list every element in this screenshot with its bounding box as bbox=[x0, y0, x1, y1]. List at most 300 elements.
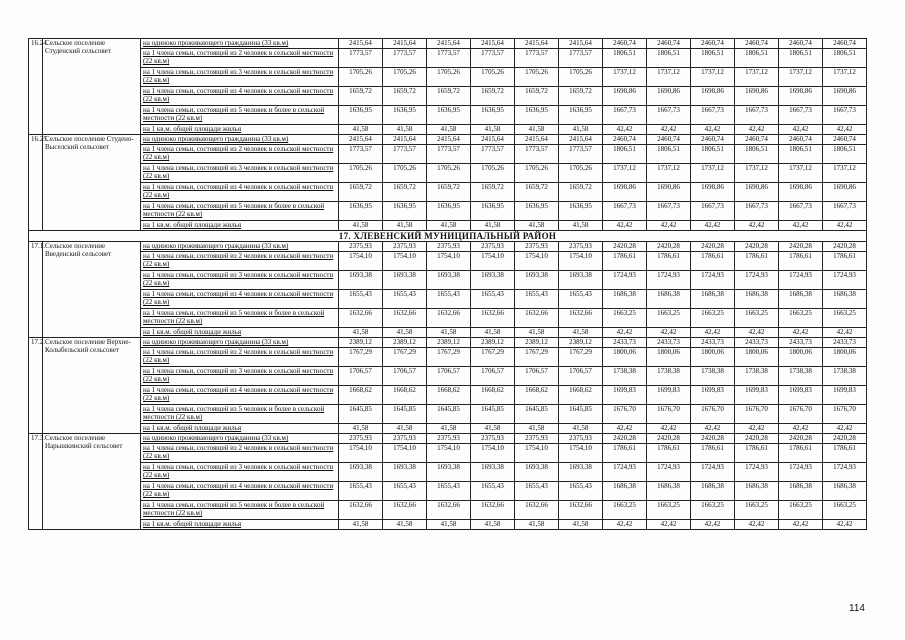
row-description: на 1 члена семьи, состоящей из 2 человек в сельской местности (22 кв.м) bbox=[141, 348, 339, 367]
table-row bbox=[29, 39, 867, 49]
value-cell: 1663,25 bbox=[735, 309, 779, 328]
value-cell: 1667,73 bbox=[603, 202, 647, 221]
value-cell: 1754,10 bbox=[559, 252, 603, 271]
value-cell: 1773,57 bbox=[339, 49, 383, 68]
value-cell: 1786,61 bbox=[603, 444, 647, 463]
value-cell: 2420,28 bbox=[603, 242, 647, 252]
settlement-name: Сельское поселение Студено-Выселский сельсовет bbox=[43, 135, 141, 231]
value-cell: 1686,38 bbox=[823, 482, 867, 501]
value-cell: 1737,12 bbox=[735, 68, 779, 87]
value-cell: 1754,10 bbox=[471, 252, 515, 271]
value-cell: 1738,38 bbox=[823, 367, 867, 386]
value-cell: 1754,10 bbox=[559, 444, 603, 463]
value-cell: 1754,10 bbox=[427, 444, 471, 463]
table-row bbox=[29, 520, 867, 530]
value-cell: 1800,06 bbox=[779, 348, 823, 367]
value-cell: 1668,62 bbox=[339, 386, 383, 405]
value-cell: 1667,73 bbox=[647, 106, 691, 125]
value-cell: 42,42 bbox=[735, 125, 779, 135]
value-cell: 1690,86 bbox=[735, 183, 779, 202]
value-cell: 1699,83 bbox=[691, 386, 735, 405]
value-cell: 42,42 bbox=[779, 221, 823, 231]
value-cell: 1636,95 bbox=[339, 202, 383, 221]
row-description: на 1 члена семьи, состоящей из 2 человек в сельской местности (22 кв.м) bbox=[141, 444, 339, 463]
value-cell: 1676,70 bbox=[779, 405, 823, 424]
value-cell: 1667,73 bbox=[691, 202, 735, 221]
value-cell: 1632,66 bbox=[339, 309, 383, 328]
value-cell: 41,58 bbox=[427, 520, 471, 530]
value-cell: 41,58 bbox=[559, 424, 603, 434]
value-cell: 1686,38 bbox=[735, 482, 779, 501]
table-row bbox=[29, 482, 867, 501]
value-cell: 1705,26 bbox=[559, 164, 603, 183]
table-row bbox=[29, 164, 867, 183]
value-cell: 1690,86 bbox=[823, 87, 867, 106]
value-cell: 1767,29 bbox=[471, 348, 515, 367]
value-cell: 1636,95 bbox=[427, 202, 471, 221]
value-cell: 41,58 bbox=[559, 328, 603, 338]
value-cell: 1663,25 bbox=[779, 309, 823, 328]
value-cell: 1676,70 bbox=[647, 405, 691, 424]
value-cell: 1767,29 bbox=[559, 348, 603, 367]
value-cell: 1645,85 bbox=[515, 405, 559, 424]
value-cell: 2415,64 bbox=[515, 135, 559, 145]
value-cell: 1800,06 bbox=[603, 348, 647, 367]
value-cell: 42,42 bbox=[603, 125, 647, 135]
value-cell: 41,58 bbox=[515, 424, 559, 434]
row-description: на одиноко проживающего гражданина (33 кв.м) bbox=[141, 434, 339, 444]
value-cell: 1705,26 bbox=[339, 68, 383, 87]
value-cell: 1767,29 bbox=[515, 348, 559, 367]
value-cell: 1632,66 bbox=[471, 501, 515, 520]
value-cell: 1773,57 bbox=[427, 49, 471, 68]
value-cell: 1738,38 bbox=[691, 367, 735, 386]
value-cell: 1636,95 bbox=[515, 202, 559, 221]
value-cell: 41,58 bbox=[339, 424, 383, 434]
value-cell: 1806,51 bbox=[779, 145, 823, 164]
value-cell: 1773,57 bbox=[383, 145, 427, 164]
value-cell: 1686,38 bbox=[779, 290, 823, 309]
value-cell: 1806,51 bbox=[735, 145, 779, 164]
value-cell: 1773,57 bbox=[339, 145, 383, 164]
value-cell: 42,42 bbox=[691, 125, 735, 135]
row-description: на 1 члена семьи, состоящей из 5 человек и более в сельской местности (22 кв.м) bbox=[141, 106, 339, 125]
value-cell: 1693,38 bbox=[339, 463, 383, 482]
value-cell: 1659,72 bbox=[559, 183, 603, 202]
value-cell: 1806,51 bbox=[823, 49, 867, 68]
value-cell: 1738,38 bbox=[647, 367, 691, 386]
value-cell: 2415,64 bbox=[471, 39, 515, 49]
value-cell: 1754,10 bbox=[515, 444, 559, 463]
value-cell: 1690,86 bbox=[779, 183, 823, 202]
value-cell: 1786,61 bbox=[691, 252, 735, 271]
value-cell: 1659,72 bbox=[383, 87, 427, 106]
value-cell: 1655,43 bbox=[383, 482, 427, 501]
value-cell: 42,42 bbox=[735, 221, 779, 231]
row-description: на 1 члена семьи, состоящей из 2 человек в сельской местности (22 кв.м) bbox=[141, 145, 339, 164]
value-cell: 1705,26 bbox=[427, 68, 471, 87]
value-cell: 1806,51 bbox=[647, 49, 691, 68]
value-cell: 1686,38 bbox=[691, 482, 735, 501]
row-description: на 1 члена семьи, состоящей из 5 человек и более в сельской местности (22 кв.м) bbox=[141, 405, 339, 424]
value-cell: 1806,51 bbox=[823, 145, 867, 164]
value-cell: 1806,51 bbox=[691, 145, 735, 164]
value-cell: 2375,93 bbox=[471, 242, 515, 252]
value-cell: 1655,43 bbox=[471, 290, 515, 309]
row-description: на 1 члена семьи, состоящей из 4 человек в сельской местности (22 кв.м) bbox=[141, 386, 339, 405]
value-cell: 1690,86 bbox=[647, 87, 691, 106]
value-cell: 42,42 bbox=[691, 221, 735, 231]
value-cell: 1786,61 bbox=[779, 444, 823, 463]
value-cell: 1663,25 bbox=[647, 309, 691, 328]
value-cell: 1690,86 bbox=[691, 87, 735, 106]
value-cell: 1693,38 bbox=[427, 463, 471, 482]
row-description: на 1 кв.м. общей площади жилья bbox=[141, 125, 339, 135]
table-row bbox=[29, 145, 867, 164]
value-cell: 1754,10 bbox=[515, 252, 559, 271]
row-description: на 1 члена семьи, состоящей из 3 человек в сельской местности (22 кв.м) bbox=[141, 463, 339, 482]
value-cell: 41,58 bbox=[339, 520, 383, 530]
value-cell: 2375,93 bbox=[339, 242, 383, 252]
value-cell: 42,42 bbox=[647, 424, 691, 434]
value-cell: 1724,93 bbox=[779, 463, 823, 482]
value-cell: 1668,62 bbox=[427, 386, 471, 405]
value-cell: 1667,73 bbox=[603, 106, 647, 125]
value-cell: 2420,28 bbox=[735, 434, 779, 444]
value-cell: 1686,38 bbox=[691, 290, 735, 309]
value-cell: 1754,10 bbox=[471, 444, 515, 463]
value-cell: 1773,57 bbox=[383, 49, 427, 68]
value-cell: 1676,70 bbox=[823, 405, 867, 424]
value-cell: 2415,64 bbox=[559, 39, 603, 49]
settlement-name: Сельское поселение Введенский сельсовет bbox=[43, 242, 141, 338]
value-cell: 1663,25 bbox=[691, 501, 735, 520]
value-cell: 1632,66 bbox=[559, 501, 603, 520]
value-cell: 2420,28 bbox=[647, 434, 691, 444]
value-cell: 1767,29 bbox=[427, 348, 471, 367]
value-cell: 41,58 bbox=[471, 424, 515, 434]
value-cell: 1705,26 bbox=[427, 164, 471, 183]
value-cell: 1773,57 bbox=[471, 49, 515, 68]
row-description: на 1 члена семьи, состоящей из 2 человек в сельской местности (22 кв.м) bbox=[141, 49, 339, 68]
value-cell: 2460,74 bbox=[779, 39, 823, 49]
value-cell: 1636,95 bbox=[471, 202, 515, 221]
value-cell: 1705,26 bbox=[515, 68, 559, 87]
table-body bbox=[29, 39, 867, 530]
value-cell: 1705,26 bbox=[383, 164, 427, 183]
value-cell: 2420,28 bbox=[691, 242, 735, 252]
value-cell: 1706,57 bbox=[559, 367, 603, 386]
value-cell: 1737,12 bbox=[603, 164, 647, 183]
value-cell: 41,58 bbox=[427, 125, 471, 135]
value-cell: 42,42 bbox=[779, 424, 823, 434]
value-cell: 1659,72 bbox=[427, 87, 471, 106]
value-cell: 1659,72 bbox=[427, 183, 471, 202]
value-cell: 1699,83 bbox=[779, 386, 823, 405]
value-cell: 1632,66 bbox=[427, 501, 471, 520]
value-cell: 1690,86 bbox=[779, 87, 823, 106]
value-cell: 1663,25 bbox=[735, 501, 779, 520]
value-cell: 41,58 bbox=[559, 520, 603, 530]
value-cell: 42,42 bbox=[647, 328, 691, 338]
value-cell: 1636,95 bbox=[383, 202, 427, 221]
value-cell: 1705,26 bbox=[515, 164, 559, 183]
value-cell: 2415,64 bbox=[515, 39, 559, 49]
value-cell: 1738,38 bbox=[779, 367, 823, 386]
table-row bbox=[29, 463, 867, 482]
value-cell: 1636,95 bbox=[427, 106, 471, 125]
value-cell: 1800,06 bbox=[735, 348, 779, 367]
row-description: на 1 кв.м. общей площади жилья bbox=[141, 424, 339, 434]
value-cell: 1663,25 bbox=[823, 309, 867, 328]
value-cell: 42,42 bbox=[823, 520, 867, 530]
value-cell: 1724,93 bbox=[691, 271, 735, 290]
value-cell: 1690,86 bbox=[603, 183, 647, 202]
value-cell: 1699,83 bbox=[735, 386, 779, 405]
value-cell: 1724,93 bbox=[735, 463, 779, 482]
value-cell: 41,58 bbox=[471, 125, 515, 135]
value-cell: 1636,95 bbox=[559, 202, 603, 221]
value-cell: 1737,12 bbox=[779, 164, 823, 183]
value-cell: 41,58 bbox=[559, 221, 603, 231]
value-cell: 1693,38 bbox=[383, 271, 427, 290]
value-cell: 2420,28 bbox=[691, 434, 735, 444]
value-cell: 1686,38 bbox=[647, 482, 691, 501]
value-cell: 1667,73 bbox=[779, 202, 823, 221]
value-cell: 1632,66 bbox=[515, 501, 559, 520]
value-cell: 1737,12 bbox=[691, 68, 735, 87]
value-cell: 1806,51 bbox=[603, 49, 647, 68]
value-cell: 1655,43 bbox=[427, 482, 471, 501]
value-cell: 41,58 bbox=[339, 221, 383, 231]
value-cell: 1655,43 bbox=[515, 482, 559, 501]
value-cell: 1737,12 bbox=[823, 68, 867, 87]
value-cell: 2389,12 bbox=[559, 338, 603, 348]
value-cell: 1706,57 bbox=[515, 367, 559, 386]
settlement-name: Сельское поселение Нарышкинский сельсовет bbox=[43, 434, 141, 530]
value-cell: 1773,57 bbox=[515, 49, 559, 68]
value-cell: 2415,64 bbox=[559, 135, 603, 145]
value-cell: 1706,57 bbox=[471, 367, 515, 386]
value-cell: 1632,66 bbox=[383, 309, 427, 328]
value-cell: 2415,64 bbox=[339, 135, 383, 145]
value-cell: 1786,61 bbox=[779, 252, 823, 271]
value-cell: 1724,93 bbox=[603, 463, 647, 482]
value-cell: 1686,38 bbox=[779, 482, 823, 501]
value-cell: 1800,06 bbox=[691, 348, 735, 367]
value-cell: 42,42 bbox=[779, 520, 823, 530]
row-description: на 1 кв.м. общей площади жилья bbox=[141, 328, 339, 338]
value-cell: 41,58 bbox=[339, 328, 383, 338]
row-description: на 1 кв.м. общей площади жилья bbox=[141, 520, 339, 530]
value-cell: 1737,12 bbox=[647, 164, 691, 183]
row-description: на 1 члена семьи, состоящей из 3 человек в сельской местности (22 кв.м) bbox=[141, 164, 339, 183]
page-number: 114 bbox=[849, 603, 865, 614]
value-cell: 41,58 bbox=[383, 520, 427, 530]
value-cell: 2460,74 bbox=[603, 135, 647, 145]
table-row bbox=[29, 68, 867, 87]
value-cell: 2420,28 bbox=[823, 242, 867, 252]
row-description: на 1 члена семьи, состоящей из 3 человек в сельской местности (22 кв.м) bbox=[141, 367, 339, 386]
value-cell: 1773,57 bbox=[515, 145, 559, 164]
value-cell: 1705,26 bbox=[471, 68, 515, 87]
value-cell: 41,58 bbox=[427, 424, 471, 434]
value-cell: 1636,95 bbox=[339, 106, 383, 125]
value-cell: 1724,93 bbox=[779, 271, 823, 290]
value-cell: 1754,10 bbox=[383, 252, 427, 271]
value-cell: 1667,73 bbox=[823, 106, 867, 125]
value-cell: 1767,29 bbox=[383, 348, 427, 367]
value-cell: 1690,86 bbox=[691, 183, 735, 202]
value-cell: 1767,29 bbox=[339, 348, 383, 367]
table-row bbox=[29, 290, 867, 309]
value-cell: 1737,12 bbox=[779, 68, 823, 87]
value-cell: 2433,73 bbox=[735, 338, 779, 348]
value-cell: 41,58 bbox=[471, 520, 515, 530]
value-cell: 1724,93 bbox=[823, 463, 867, 482]
value-cell: 1663,25 bbox=[691, 309, 735, 328]
value-cell: 42,42 bbox=[735, 520, 779, 530]
value-cell: 1754,10 bbox=[339, 444, 383, 463]
value-cell: 42,42 bbox=[779, 328, 823, 338]
value-cell: 1693,38 bbox=[471, 463, 515, 482]
value-cell: 42,42 bbox=[823, 125, 867, 135]
value-cell: 1663,25 bbox=[823, 501, 867, 520]
value-cell: 1686,38 bbox=[647, 290, 691, 309]
value-cell: 1676,70 bbox=[603, 405, 647, 424]
value-cell: 41,58 bbox=[383, 424, 427, 434]
value-cell: 42,42 bbox=[735, 424, 779, 434]
value-cell: 1663,25 bbox=[603, 309, 647, 328]
value-cell: 1663,25 bbox=[779, 501, 823, 520]
value-cell: 41,58 bbox=[427, 328, 471, 338]
value-cell: 2415,64 bbox=[383, 135, 427, 145]
value-cell: 2415,64 bbox=[471, 135, 515, 145]
value-cell: 1754,10 bbox=[383, 444, 427, 463]
value-cell: 1659,72 bbox=[515, 87, 559, 106]
value-cell: 2375,93 bbox=[383, 242, 427, 252]
value-cell: 1668,62 bbox=[471, 386, 515, 405]
row-description: на 1 члена семьи, состоящей из 4 человек в сельской местности (22 кв.м) bbox=[141, 87, 339, 106]
table-row bbox=[29, 106, 867, 125]
value-cell: 42,42 bbox=[603, 424, 647, 434]
table-row bbox=[29, 221, 867, 231]
value-cell: 1686,38 bbox=[735, 290, 779, 309]
table-row bbox=[29, 125, 867, 135]
value-cell: 2460,74 bbox=[647, 135, 691, 145]
settlement-name: Сельское поселение Верхне-Колыбельский сельсовет bbox=[43, 338, 141, 434]
value-cell: 2415,64 bbox=[383, 39, 427, 49]
value-cell: 42,42 bbox=[823, 424, 867, 434]
value-cell: 1705,26 bbox=[383, 68, 427, 87]
value-cell: 1668,62 bbox=[383, 386, 427, 405]
value-cell: 1667,73 bbox=[779, 106, 823, 125]
value-cell: 1705,26 bbox=[339, 164, 383, 183]
value-cell: 41,58 bbox=[515, 328, 559, 338]
value-cell: 2389,12 bbox=[515, 338, 559, 348]
value-cell: 1645,85 bbox=[471, 405, 515, 424]
value-cell: 1667,73 bbox=[647, 202, 691, 221]
value-cell: 1645,85 bbox=[383, 405, 427, 424]
table-row bbox=[29, 434, 867, 444]
row-description: на 1 члена семьи, состоящей из 4 человек в сельской местности (22 кв.м) bbox=[141, 183, 339, 202]
table-row bbox=[29, 328, 867, 338]
row-description: на 1 кв.м. общей площади жилья bbox=[141, 221, 339, 231]
value-cell: 1786,61 bbox=[647, 444, 691, 463]
value-cell: 1655,43 bbox=[471, 482, 515, 501]
value-cell: 1786,61 bbox=[603, 252, 647, 271]
value-cell: 1754,10 bbox=[339, 252, 383, 271]
value-cell: 1724,93 bbox=[735, 271, 779, 290]
table-row bbox=[29, 367, 867, 386]
value-cell: 2433,73 bbox=[603, 338, 647, 348]
table-row bbox=[29, 202, 867, 221]
value-cell: 1663,25 bbox=[647, 501, 691, 520]
table-row bbox=[29, 309, 867, 328]
value-cell: 1699,83 bbox=[603, 386, 647, 405]
value-cell: 1655,43 bbox=[339, 290, 383, 309]
value-cell: 1724,93 bbox=[603, 271, 647, 290]
table-row bbox=[29, 338, 867, 348]
value-cell: 1667,73 bbox=[691, 106, 735, 125]
value-cell: 1699,83 bbox=[647, 386, 691, 405]
value-cell: 2389,12 bbox=[471, 338, 515, 348]
value-cell: 2420,28 bbox=[735, 242, 779, 252]
value-cell: 1632,66 bbox=[339, 501, 383, 520]
table-row bbox=[29, 348, 867, 367]
value-cell: 42,42 bbox=[691, 424, 735, 434]
value-cell: 1636,95 bbox=[383, 106, 427, 125]
value-cell: 2420,28 bbox=[647, 242, 691, 252]
value-cell: 2420,28 bbox=[823, 434, 867, 444]
value-cell: 1800,06 bbox=[823, 348, 867, 367]
value-cell: 1659,72 bbox=[471, 183, 515, 202]
value-cell: 1693,38 bbox=[515, 271, 559, 290]
value-cell: 2420,28 bbox=[603, 434, 647, 444]
value-cell: 41,58 bbox=[383, 328, 427, 338]
value-cell: 1737,12 bbox=[823, 164, 867, 183]
value-cell: 41,58 bbox=[515, 125, 559, 135]
value-cell: 1636,95 bbox=[515, 106, 559, 125]
row-description: на 1 члена семьи, состоящей из 4 человек в сельской местности (22 кв.м) bbox=[141, 290, 339, 309]
value-cell: 1705,26 bbox=[471, 164, 515, 183]
value-cell: 1645,85 bbox=[559, 405, 603, 424]
value-cell: 1659,72 bbox=[559, 87, 603, 106]
value-cell: 2460,74 bbox=[823, 135, 867, 145]
table-row bbox=[29, 444, 867, 463]
row-description: на 1 члена семьи, состоящей из 5 человек и более в сельской местности (22 кв.м) bbox=[141, 309, 339, 328]
value-cell: 1667,73 bbox=[735, 202, 779, 221]
value-cell: 1690,86 bbox=[823, 183, 867, 202]
value-cell: 1668,62 bbox=[515, 386, 559, 405]
value-cell: 1738,38 bbox=[603, 367, 647, 386]
district-header-row bbox=[29, 231, 867, 242]
value-cell: 1737,12 bbox=[691, 164, 735, 183]
value-cell: 1693,38 bbox=[515, 463, 559, 482]
value-cell: 1786,61 bbox=[735, 444, 779, 463]
value-cell: 2389,12 bbox=[383, 338, 427, 348]
value-cell: 1773,57 bbox=[427, 145, 471, 164]
row-description: на 1 члена семьи, состоящей из 3 человек в сельской местности (22 кв.м) bbox=[141, 271, 339, 290]
value-cell: 1773,57 bbox=[559, 49, 603, 68]
value-cell: 1655,43 bbox=[427, 290, 471, 309]
value-cell: 1659,72 bbox=[339, 87, 383, 106]
value-cell: 1659,72 bbox=[339, 183, 383, 202]
value-cell: 1632,66 bbox=[559, 309, 603, 328]
value-cell: 2433,73 bbox=[647, 338, 691, 348]
table-row bbox=[29, 252, 867, 271]
value-cell: 41,58 bbox=[471, 221, 515, 231]
